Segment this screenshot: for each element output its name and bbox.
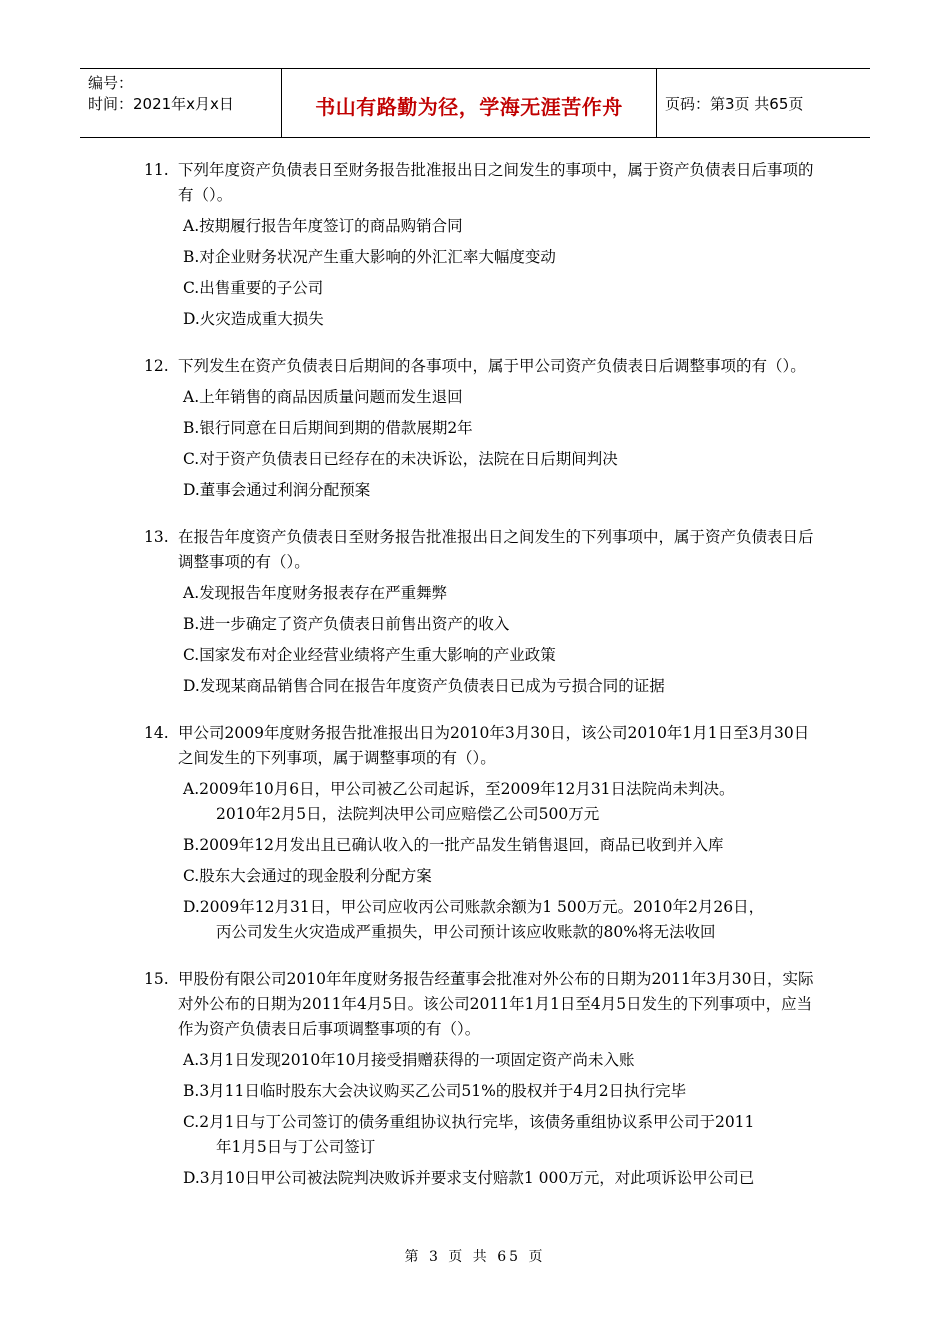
option-d: D.火灾造成重大损失 [183,310,324,328]
question-13 [144,525,814,699]
option-a: A.发现报告年度财务报表存在严重舞弊 [183,584,448,602]
option-a-line1: A.2009年10月6日，甲公司被乙公司起诉，至2009年12月31日法院尚未判决。 [183,780,735,798]
option-a: A.按期履行报告年度签订的商品购销合同 [183,217,463,235]
number-label: 编号： [88,74,134,92]
option-c: C.股东大会通过的现金股利分配方案 [183,867,432,885]
question-text: 下列年度资产负债表日至财务报告批准报出日之间发生的事项中，属于资产负债表日后事项的有（）。 [178,161,814,204]
option-c: C.国家发布对企业经营业绩将产生重大影响的产业政策 [183,646,556,664]
option-b: B.对企业财务状况产生重大影响的外汇汇率大幅度变动 [183,248,556,266]
option-c: C.出售重要的子公司 [183,279,324,297]
option-b: B.2009年12月发出且已确认收入的一批产品发生销售退回，商品已收到并入库 [183,836,724,854]
option-a [178,777,814,827]
question-11 [144,158,814,332]
header-motto: 书山有路勤为径，学海无涯苦作舟 [282,69,657,137]
option-d: D.董事会通过利润分配预案 [183,481,371,499]
option-d: D.3月10日甲公司被法院判决败诉并要求支付赔款1 000万元，对此项诉讼甲公司已 [183,1169,755,1187]
question-text: 甲公司2009年度财务报告批准报出日为2010年3月30日，该公司2010年1月1日至3月30日之间发生的下列事项，属于调整事项的有（）。 [178,724,810,767]
header-page-info: 页码：第3页 共65页 [665,94,804,113]
question-15 [144,967,814,1191]
question-number: 13. [144,528,169,546]
option-c [178,1110,814,1160]
option-d [178,895,814,945]
page-header [80,68,870,138]
option-b: B.进一步确定了资产负债表日前售出资产的收入 [183,615,510,633]
question-12 [144,354,814,503]
option-d: D.发现某商品销售合同在报告年度资产负债表日已成为亏损合同的证据 [183,677,665,695]
question-text: 在报告年度资产负债表日至财务报告批准报出日之间发生的下列事项中，属于资产负债表日后调整事项的有（）。 [178,528,814,571]
question-text: 下列发生在资产负债表日后期间的各事项中，属于甲公司资产负债表日后调整事项的有（）。 [178,357,806,375]
option-c-line1: C.2月1日与丁公司签订的债务重组协议执行完毕，该债务重组协议系甲公司于2011 [183,1113,755,1131]
question-number: 14. [144,724,169,742]
option-c: C.对于资产负债表日已经存在的未决诉讼，法院在日后期间判决 [183,450,618,468]
option-a-line2: 2010年2月5日，法院判决甲公司应赔偿乙公司500万元 [216,805,600,823]
option-b: B.银行同意在日后期间到期的借款展期2年 [183,419,473,437]
option-a: A.上年销售的商品因质量问题而发生退回 [183,388,463,406]
option-b: B.3月11日临时股东大会决议购买乙公司51%的股权并于4月2日执行完毕 [183,1082,687,1100]
page-footer: 第 3 页 共 65 页 [404,1249,546,1265]
option-d-line1: D.2009年12月31日，甲公司应收丙公司账款余额为1 500万元。2010年2月26日， [183,898,765,916]
question-list [144,158,814,1213]
question-text: 甲股份有限公司2010年年度财务报告经董事会批准对外公布的日期为2011年3月30日，实际对外公布的日期为2011年4月5日。该公司2011年1月1日至4月5日发生的下列事项中，应当作为资产负债表日后事项调整事项的有（）。 [178,970,814,1038]
question-number: 15. [144,970,169,988]
question-number: 12. [144,357,169,375]
time-label: 时间：2021年x月x日 [88,95,234,113]
question-14 [144,721,814,945]
option-d-line2: 丙公司发生火灾造成严重损失，甲公司预计该应收账款的80%将无法收回 [216,923,716,941]
question-number: 11. [144,161,169,179]
option-c-line2: 年1月5日与丁公司签订 [216,1138,376,1156]
header-meta [80,69,282,137]
option-a: A.3月1日发现2010年10月接受捐赠获得的一项固定资产尚未入账 [183,1051,635,1069]
